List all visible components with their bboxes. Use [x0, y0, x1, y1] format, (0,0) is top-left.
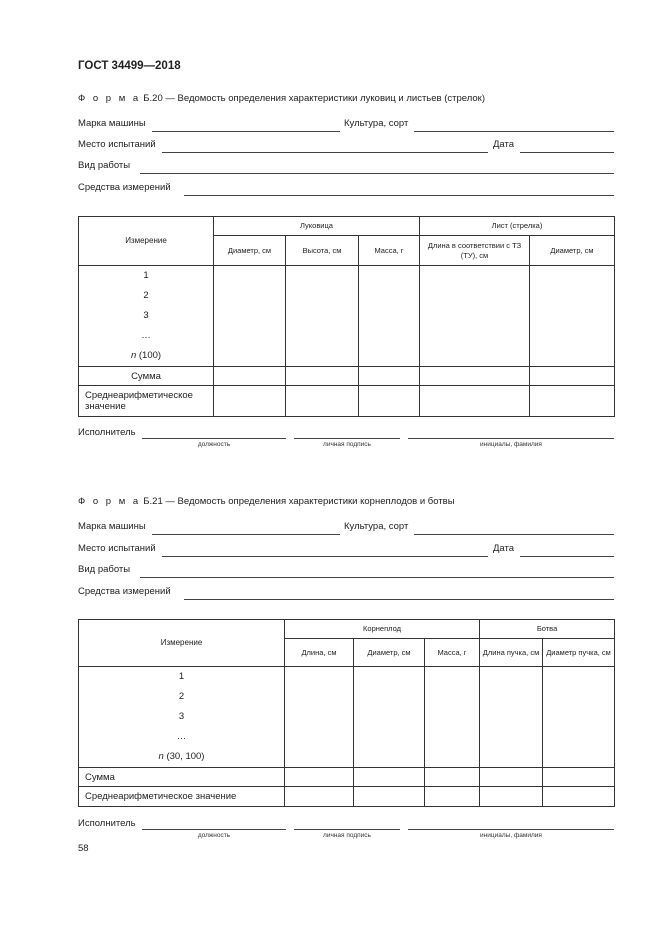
position-field[interactable] — [142, 829, 286, 830]
work-label: Вид работы — [78, 564, 131, 575]
data-cell[interactable] — [480, 667, 543, 768]
name-caption: инициалы, фамилия — [480, 832, 542, 839]
col-header: Диаметр пучка, см — [543, 639, 615, 667]
data-cell[interactable] — [354, 787, 425, 807]
data-cell[interactable] — [425, 667, 480, 768]
work-label: Вид работы — [78, 160, 131, 171]
sum-row-label: Сумма — [79, 367, 214, 386]
sum-row-label: Сумма — [79, 768, 285, 787]
data-cell[interactable] — [214, 386, 286, 417]
mean-row-label: Среднеарифметическое значение — [79, 787, 285, 807]
name-field[interactable] — [408, 438, 614, 439]
form-20-title-text: Б.20 — Ведомость определения характеристики луковиц и листьев (стрелок) — [140, 93, 485, 104]
crop-label: Культура, сорт — [344, 521, 409, 532]
signature-caption: личная подпись — [323, 832, 371, 839]
row-number-n: n (100) — [130, 350, 162, 361]
position-caption: должность — [197, 441, 231, 448]
data-cell[interactable] — [286, 367, 359, 386]
machine-field[interactable] — [152, 534, 340, 535]
instruments-field[interactable] — [184, 195, 614, 196]
place-label: Место испытаний — [78, 543, 156, 554]
position-field[interactable] — [142, 438, 286, 439]
crop-field[interactable] — [414, 534, 614, 535]
standard-title: ГОСТ 34499—2018 — [78, 60, 181, 72]
form-21-place-row — [78, 543, 614, 559]
machine-label: Марка машины — [78, 521, 146, 532]
data-cell[interactable] — [543, 768, 615, 787]
signature-caption: личная подпись — [323, 441, 371, 448]
row-number: … — [176, 731, 187, 742]
tops-group-header: Ботва — [480, 620, 615, 639]
col-header: Диаметр, см — [354, 639, 425, 667]
col-header: Высота, см — [286, 236, 359, 266]
date-field[interactable] — [520, 152, 614, 153]
name-caption: инициалы, фамилия — [480, 441, 542, 448]
form-21-instruments-row — [78, 586, 614, 602]
col-header: Масса, г — [425, 639, 480, 667]
data-cell[interactable] — [354, 768, 425, 787]
data-cell[interactable] — [285, 667, 354, 768]
place-label: Место испытаний — [78, 139, 156, 150]
data-cell[interactable] — [480, 768, 543, 787]
data-cell[interactable] — [543, 667, 615, 768]
data-cell[interactable] — [530, 266, 615, 367]
form-20-work-row — [78, 160, 614, 176]
crop-field[interactable] — [414, 131, 614, 132]
signature-field[interactable] — [294, 438, 400, 439]
data-cell[interactable] — [425, 768, 480, 787]
leaf-group-header: Лист (стрелка) — [420, 217, 615, 236]
row-number: 3 — [143, 310, 149, 321]
row-number: 3 — [178, 711, 185, 722]
form-20-prefix: Ф о р м а — [78, 93, 141, 104]
form-20-signature — [78, 427, 614, 447]
form-20-table — [78, 216, 615, 417]
signature-field[interactable] — [294, 829, 400, 830]
form-21-table — [78, 619, 615, 807]
machine-label: Марка машины — [78, 118, 146, 129]
data-cell[interactable] — [359, 386, 420, 417]
form-21-machine-row — [78, 521, 614, 537]
data-cell[interactable] — [359, 367, 420, 386]
data-cell[interactable] — [543, 787, 615, 807]
date-field[interactable] — [520, 556, 614, 557]
col-header: Диаметр, см — [214, 236, 286, 266]
instruments-field[interactable] — [184, 599, 614, 600]
col-header: Длина, см — [285, 639, 354, 667]
measurement-header: Измерение — [79, 217, 214, 266]
data-cell[interactable] — [420, 367, 530, 386]
data-cell[interactable] — [420, 266, 530, 367]
form-21-work-row — [78, 564, 614, 580]
page-number: 58 — [78, 843, 89, 854]
row-number: 2 — [178, 691, 185, 702]
place-field[interactable] — [162, 556, 488, 557]
col-header: Длина пучка, см — [480, 639, 543, 667]
row-numbers — [79, 667, 285, 768]
work-field[interactable] — [140, 173, 614, 174]
date-label: Дата — [493, 139, 515, 150]
form-21-prefix: Ф о р м а — [78, 496, 141, 507]
crop-label: Культура, сорт — [344, 118, 409, 129]
form-20-instruments-row — [78, 182, 614, 198]
row-numbers — [79, 266, 214, 367]
row-number-n: n (30, 100) — [158, 751, 205, 762]
form-21-signature — [78, 818, 614, 838]
name-field[interactable] — [408, 829, 614, 830]
root-group-header: Корнеплод — [285, 620, 480, 639]
data-cell[interactable] — [285, 787, 354, 807]
data-cell[interactable] — [286, 386, 359, 417]
measurement-header: Измерение — [79, 620, 285, 667]
mean-row-label: Среднеарифметическое значение — [79, 386, 214, 417]
form-21-title-text: Б.21 — Ведомость определения характеристики корнеплодов и ботвы — [140, 496, 455, 507]
bulb-group-header: Луковица — [214, 217, 420, 236]
date-label: Дата — [493, 543, 515, 554]
form-20-place-row — [78, 139, 614, 155]
data-cell[interactable] — [530, 367, 615, 386]
instruments-label: Средства измерений — [78, 586, 171, 597]
data-cell[interactable] — [214, 266, 286, 367]
data-cell[interactable] — [286, 266, 359, 367]
data-cell[interactable] — [425, 787, 480, 807]
data-cell[interactable] — [285, 768, 354, 787]
work-field[interactable] — [140, 577, 614, 578]
col-header: Длина в соответствии с ТЗ (ТУ), см — [420, 236, 530, 266]
data-cell[interactable] — [354, 667, 425, 768]
row-number: … — [141, 330, 151, 341]
instruments-label: Средства измерений — [78, 182, 171, 193]
row-number: 1 — [178, 671, 185, 682]
place-field[interactable] — [162, 152, 488, 153]
form-21-title — [78, 496, 455, 507]
form-20-title — [78, 93, 485, 104]
executor-label: Исполнитель — [78, 818, 136, 829]
form-20-machine-row — [78, 118, 614, 134]
row-number: 1 — [143, 270, 149, 281]
data-cell[interactable] — [530, 386, 615, 417]
col-header: Диаметр, см — [530, 236, 615, 266]
data-cell[interactable] — [420, 386, 530, 417]
data-cell[interactable] — [214, 367, 286, 386]
executor-label: Исполнитель — [78, 427, 136, 438]
row-number: 2 — [143, 290, 149, 301]
position-caption: должность — [197, 832, 231, 839]
data-cell[interactable] — [359, 266, 420, 367]
machine-field[interactable] — [152, 131, 340, 132]
data-cell[interactable] — [480, 787, 543, 807]
col-header: Масса, г — [359, 236, 420, 266]
